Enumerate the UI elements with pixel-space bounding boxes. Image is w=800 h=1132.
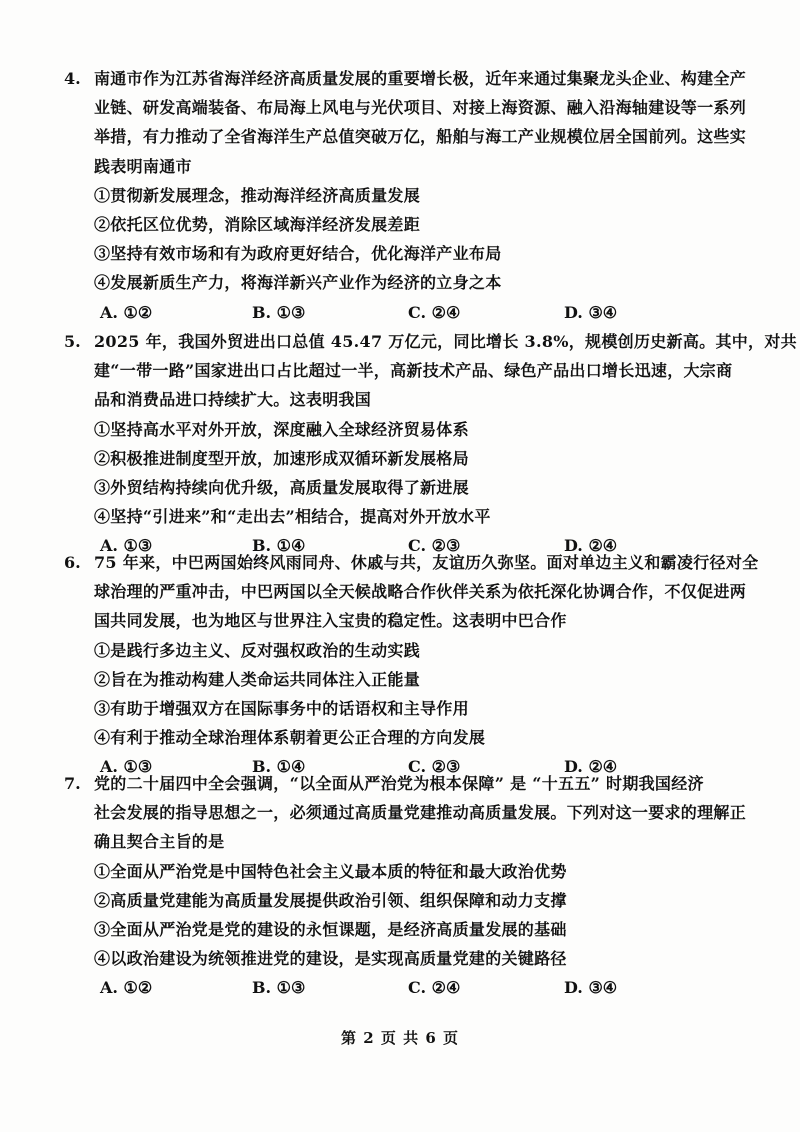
statement-option-1: ①全面从严治党是中国特色社会主义最本质的特征和最大政治优势 [94,861,567,881]
stem-line: 球治理的严重冲击，中巴两国以全天候战略合作伙伴关系为依托深化协调合作，不仅促进两 [94,582,747,602]
stem-line: 75 年来，中巴两国始终风雨同舟、休戚与共，友谊历久弥坚。面对单边主义和霸凌行径对全 [94,553,759,572]
stem-line: 国共同发展，也为地区与世界注入宝贵的稳定性。这表明中巴合作 [94,611,567,631]
stem-line: 党的二十届四中全会强调，“以全面从严治党为根本保障” 是 “十五五” 时期我国经济 [94,774,704,793]
page-footer: 第 2 页 共 6 页 [341,1029,459,1047]
question-4 [64,64,754,328]
question-stem [94,769,754,857]
statement-option-4: ④坚持“引进来”和“走出去”相结合，提高对外开放水平 [94,507,491,527]
stem-line: 2025 年，我国外贸进出口总值 45.47 万亿元，同比增长 3.8%，规模创历史新高。其中，对共 [94,332,797,351]
choice-c: C. ②④ [408,302,461,322]
question-7 [64,769,754,1003]
choice-c: C. ②③ [408,536,461,556]
question-stem [94,327,797,415]
choice-d: D. ③④ [564,978,618,998]
stem-line: 举措，有力推动了全省海洋生产总值突破万亿，船舶与海工产业规模位居全国前列。这些实 [94,127,747,147]
answer-choices [100,973,754,1003]
choice-b: B. ①③ [252,978,306,998]
question-6 [64,548,759,782]
choice-a: A. ①③ [100,757,153,777]
statement-option-3: ③坚持有效市场和有为政府更好结合，优化海洋产业布局 [94,244,502,264]
statement-option-3: ③全面从严治党是党的建设的永恒课题，是经济高质量发展的基础 [94,920,567,940]
stem-line: 建“一带一路”国家进出口占比超过一半，高新技术产品、绿色产品出口增长迅速，大宗商 [94,361,733,381]
stem-line: 南通市作为江苏省海洋经济高质量发展的重要增长极，近年来通过集聚龙头企业、构建全产 [94,69,747,88]
statement-option-2: ②旨在为推动构建人类命运共同体注入正能量 [94,669,421,689]
answer-choices [100,298,754,328]
choice-a: A. ①② [100,302,153,322]
choice-d: D. ②④ [564,536,618,556]
stem-line: 品和消费品进口持续扩大。这表明我国 [94,390,372,410]
statement-option-3: ③外贸结构持续向优升级，高质量发展取得了新进展 [94,478,469,498]
statement-option-4: ④发展新质生产力，将海洋新兴产业作为经济的立身之本 [94,273,502,293]
statement-option-2: ②依托区位优势，消除区域海洋经济发展差距 [94,215,421,235]
choice-c: C. ②④ [408,978,461,998]
statement-option-3: ③有助于增强双方在国际事务中的话语权和主导作用 [94,699,469,719]
question-stem [94,64,754,181]
statement-option-4: ④有利于推动全球治理体系朝着更公正合理的方向发展 [94,728,486,748]
question-number: 6. [64,553,81,572]
question-5 [64,327,797,561]
question-stem [94,548,759,636]
statement-option-2: ②积极推进制度型开放，加速形成双循环新发展格局 [94,448,469,468]
choice-b: B. ①③ [252,302,306,322]
choice-c: C. ②③ [408,757,461,777]
statement-option-2: ②高质量党建能为高质量发展提供政治引领、组织保障和动力支撑 [94,890,567,910]
choice-b: B. ①④ [252,757,306,777]
choice-a: A. ①③ [100,536,153,556]
statement-option-1: ①坚持高水平对外开放，深度融入全球经济贸易体系 [94,419,469,439]
choice-d: D. ③④ [564,302,618,322]
question-number: 7. [64,774,81,793]
question-number: 4. [64,69,81,88]
stem-line: 社会发展的指导思想之一，必须通过高质量党建推动高质量发展。下列对这一要求的理解正 [94,803,747,823]
stem-line: 确且契合主旨的是 [94,832,225,852]
stem-line: 业链、研发高端装备、布局海上风电与光伏项目、对接上海资源、融入沿海轴建设等一系列 [94,98,747,118]
stem-line: 践表明南通市 [94,156,192,176]
question-number: 5. [64,332,81,351]
statement-option-4: ④以政治建设为统领推进党的建设，是实现高质量党建的关键路径 [94,949,567,969]
statement-option-1: ①是践行多边主义、反对强权政治的生动实践 [94,640,421,660]
choice-d: D. ②④ [564,757,618,777]
choice-a: A. ①② [100,978,153,998]
choice-b: B. ①④ [252,536,306,556]
statement-option-1: ①贯彻新发展理念，推动海洋经济高质量发展 [94,185,421,205]
